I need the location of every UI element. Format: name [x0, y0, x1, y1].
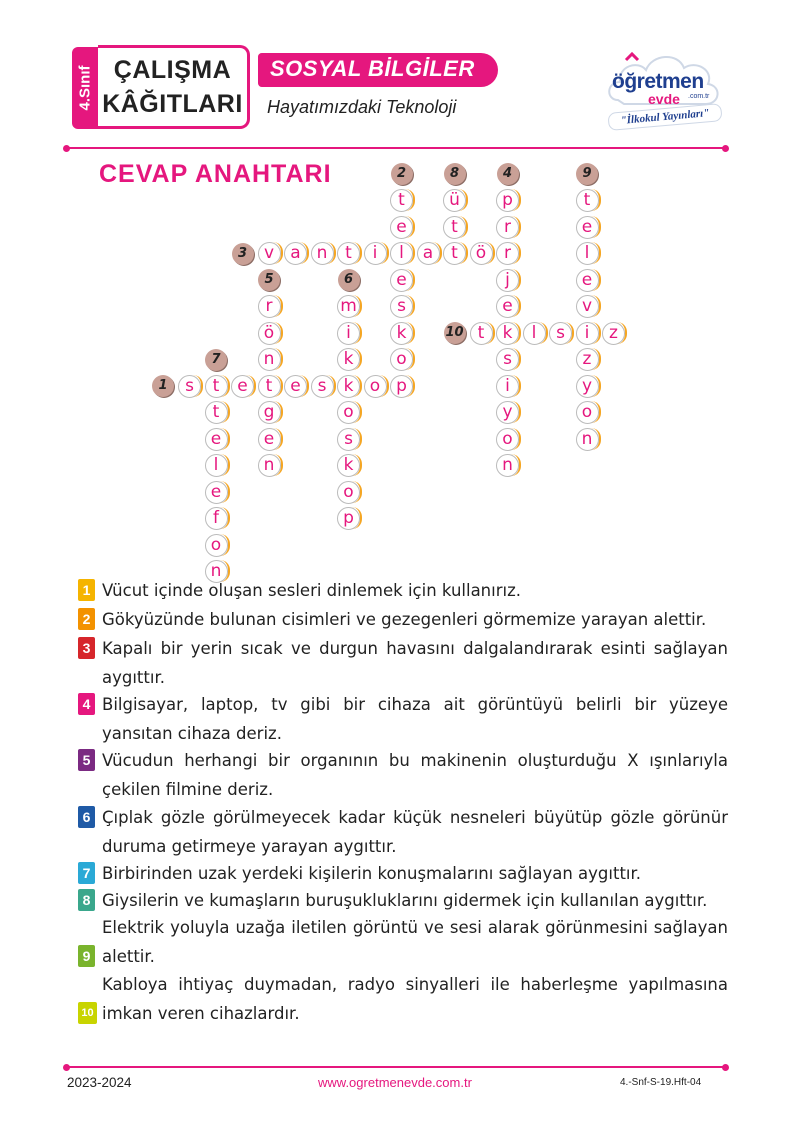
- title-line-2: KÂĞITLARI: [102, 90, 243, 118]
- crossword-cell: e: [576, 269, 599, 292]
- crossword-cell: k: [337, 348, 360, 371]
- clue-text: Birbirinden uzak yerdeki kişilerin konuşmalarını sağlayan aygıttır.: [102, 864, 642, 883]
- clue-number-badge: 8: [78, 889, 95, 911]
- crossword-cell: p: [496, 189, 519, 212]
- crossword-cell: g: [258, 401, 281, 424]
- clue-item: [78, 605, 728, 634]
- crossword-cell: n: [311, 242, 334, 265]
- clue-text: Giysilerin ve kumaşların buruşukluklarını gidermek için kullanılan aygıttır.: [102, 891, 708, 910]
- crossword-cell: t: [258, 375, 281, 398]
- answer-key-title: CEVAP ANAHTARI: [99, 160, 332, 188]
- publisher-logo: [604, 42, 724, 132]
- crossword-cell: o: [390, 348, 413, 371]
- crossword-cell: z: [602, 322, 625, 345]
- crossword-cell: o: [337, 401, 360, 424]
- crossword-cell: t: [205, 375, 228, 398]
- clue-text: Gökyüzünde bulunan cisimleri ve gezegenleri görmemize yarayan alettir.: [102, 610, 707, 629]
- clue-number-marker: 4: [497, 163, 519, 185]
- rule-dot-left: [63, 145, 70, 152]
- crossword-cell: e: [390, 269, 413, 292]
- crossword-cell: t: [443, 242, 466, 265]
- crossword-cell: l: [576, 242, 599, 265]
- clue-number-marker: 5: [258, 269, 280, 291]
- clue-number-badge: 9: [78, 945, 95, 967]
- crossword-cell: e: [205, 481, 228, 504]
- crossword-cell: e: [258, 428, 281, 451]
- clue-number-marker: 3: [232, 243, 254, 265]
- title-line-1: ÇALIŞMA: [113, 56, 232, 84]
- subject-label: SOSYAL BİLGİLER: [270, 56, 475, 81]
- topic-label: Hayatımızdaki Teknoloji: [267, 97, 457, 117]
- crossword-cell: k: [337, 454, 360, 477]
- crossword-cell: p: [390, 375, 413, 398]
- clue-number-badge: 10: [78, 1002, 97, 1024]
- crossword-cell: ö: [258, 322, 281, 345]
- logo-wordmark-2: evde: [648, 91, 680, 107]
- logo-wordmark: öğretmen: [612, 70, 704, 93]
- clue-text: Bilgisayar, laptop, tv gibi bir cihaza ait görüntüyü belirli bir yüzeye yansıtan cihaza deriz.: [102, 695, 728, 743]
- logo-domain: .com.tr: [688, 93, 710, 100]
- crossword-cell: o: [205, 534, 228, 557]
- clue-number-marker: 7: [205, 349, 227, 371]
- clue-number-marker: 9: [576, 163, 598, 185]
- footer-year: 2023-2024: [67, 1075, 132, 1090]
- crossword-cell: l: [523, 322, 546, 345]
- grade-tab: [72, 47, 98, 129]
- crossword-cell: o: [576, 401, 599, 424]
- crossword-cell: k: [390, 322, 413, 345]
- crossword-cell: k: [337, 375, 360, 398]
- crossword-cell: s: [496, 348, 519, 371]
- crossword-cell: e: [284, 375, 307, 398]
- crossword-cell: e: [496, 295, 519, 318]
- clue-number-badge: 7: [78, 862, 95, 884]
- footer-dot-left: [63, 1064, 70, 1071]
- crossword-cell: t: [443, 216, 466, 239]
- clue-number-badge: 4: [78, 693, 95, 715]
- clue-number-badge: 2: [78, 608, 95, 630]
- crossword-cell: k: [496, 322, 519, 345]
- logo-tagline: "İlkokul Yayınları": [620, 107, 710, 127]
- crossword-cell: m: [337, 295, 360, 318]
- clue-text: Çıplak gözle görülmeyecek kadar küçük nesneleri büyütüp gözle görünür duruma getirmeye yarayan aygıttır.: [102, 808, 728, 856]
- footer-rule: [66, 1066, 726, 1068]
- crossword-cell: y: [576, 375, 599, 398]
- clue-number-marker: 2: [391, 163, 413, 185]
- crossword-cell: i: [337, 322, 360, 345]
- worksheet-title-box: [98, 45, 250, 129]
- crossword-cell: e: [205, 428, 228, 451]
- clue-number-marker: 8: [444, 163, 466, 185]
- crossword-cell: ü: [443, 189, 466, 212]
- rule-dot-right: [722, 145, 729, 152]
- crossword-cell: o: [364, 375, 387, 398]
- clue-item: [78, 913, 728, 971]
- clue-number-badge: 5: [78, 749, 95, 771]
- crossword-cell: s: [178, 375, 201, 398]
- grade-label: 4.Sınıf: [76, 65, 94, 111]
- clue-item: [78, 859, 728, 888]
- clue-number-badge: 3: [78, 637, 95, 659]
- crossword-cell: e: [576, 216, 599, 239]
- clue-number-marker: 6: [338, 269, 360, 291]
- clue-item: [78, 803, 728, 861]
- crossword-cell: i: [496, 375, 519, 398]
- crossword-cell: o: [337, 481, 360, 504]
- crossword-cell: z: [576, 348, 599, 371]
- clue-number-marker: 1: [152, 375, 174, 397]
- crossword-cell: n: [258, 454, 281, 477]
- clue-item: [78, 690, 728, 748]
- crossword-cell: n: [576, 428, 599, 451]
- crossword-cell: t: [205, 401, 228, 424]
- clue-item: [78, 746, 728, 804]
- crossword-cell: n: [496, 454, 519, 477]
- clue-text: Kabloya ihtiyaç duymadan, radyo sinyalleri ile haberleşme yapılmasına imkan veren cihazlardır.: [102, 975, 728, 1023]
- crossword-cell: l: [205, 454, 228, 477]
- crossword-cell: n: [205, 560, 228, 583]
- crossword-cell: t: [470, 322, 493, 345]
- crossword-cell: r: [496, 242, 519, 265]
- crossword-cell: t: [576, 189, 599, 212]
- crossword-cell: t: [390, 189, 413, 212]
- crossword-cell: s: [337, 428, 360, 451]
- clue-item: [78, 576, 728, 605]
- crossword-cell: e: [390, 216, 413, 239]
- crossword-cell: a: [417, 242, 440, 265]
- crossword-cell: i: [576, 322, 599, 345]
- clue-item: [78, 886, 728, 915]
- footer-dot-right: [722, 1064, 729, 1071]
- clue-number-badge: 6: [78, 806, 95, 828]
- crossword-cell: s: [311, 375, 334, 398]
- crossword-cell: y: [496, 401, 519, 424]
- crossword-cell: a: [284, 242, 307, 265]
- clue-text: Kapalı bir yerin sıcak ve durgun havasını dalgalandırarak esinti sağlayan aygıttır.: [102, 639, 728, 687]
- crossword-cell: v: [258, 242, 281, 265]
- crossword-cell: o: [496, 428, 519, 451]
- crossword-cell: r: [258, 295, 281, 318]
- clue-item: [78, 970, 728, 1028]
- crossword-cell: s: [390, 295, 413, 318]
- crossword-cell: r: [496, 216, 519, 239]
- footer-website-link[interactable]: www.ogretmenevde.com.tr: [318, 1075, 472, 1090]
- header-rule: [66, 147, 726, 149]
- subject-banner: [258, 53, 498, 87]
- crossword-cell: n: [258, 348, 281, 371]
- clue-text: Vücudun herhangi bir organının bu makinenin oluşturduğu X ışınlarıyla çekilen filmine deriz.: [102, 751, 728, 799]
- crossword-cell: l: [390, 242, 413, 265]
- crossword-cell: j: [496, 269, 519, 292]
- clue-number-marker: 10: [444, 322, 466, 344]
- clue-text: Vücut içinde oluşan sesleri dinlemek için kullanırız.: [102, 581, 521, 600]
- footer-code: 4.-Snf-S-19.Hft-04: [620, 1077, 702, 1088]
- crossword-cell: s: [549, 322, 572, 345]
- crossword-cell: e: [231, 375, 254, 398]
- crossword-cell: t: [337, 242, 360, 265]
- clue-number-badge: 1: [78, 579, 95, 601]
- crossword-cell: f: [205, 507, 228, 530]
- crossword-cell: v: [576, 295, 599, 318]
- clue-item: [78, 634, 728, 692]
- crossword-cell: i: [364, 242, 387, 265]
- clue-text: Elektrik yoluyla uzağa iletilen görüntü ve sesi alarak görünmesini sağlayan alettir.: [102, 918, 728, 966]
- crossword-cell: ö: [470, 242, 493, 265]
- crossword-cell: p: [337, 507, 360, 530]
